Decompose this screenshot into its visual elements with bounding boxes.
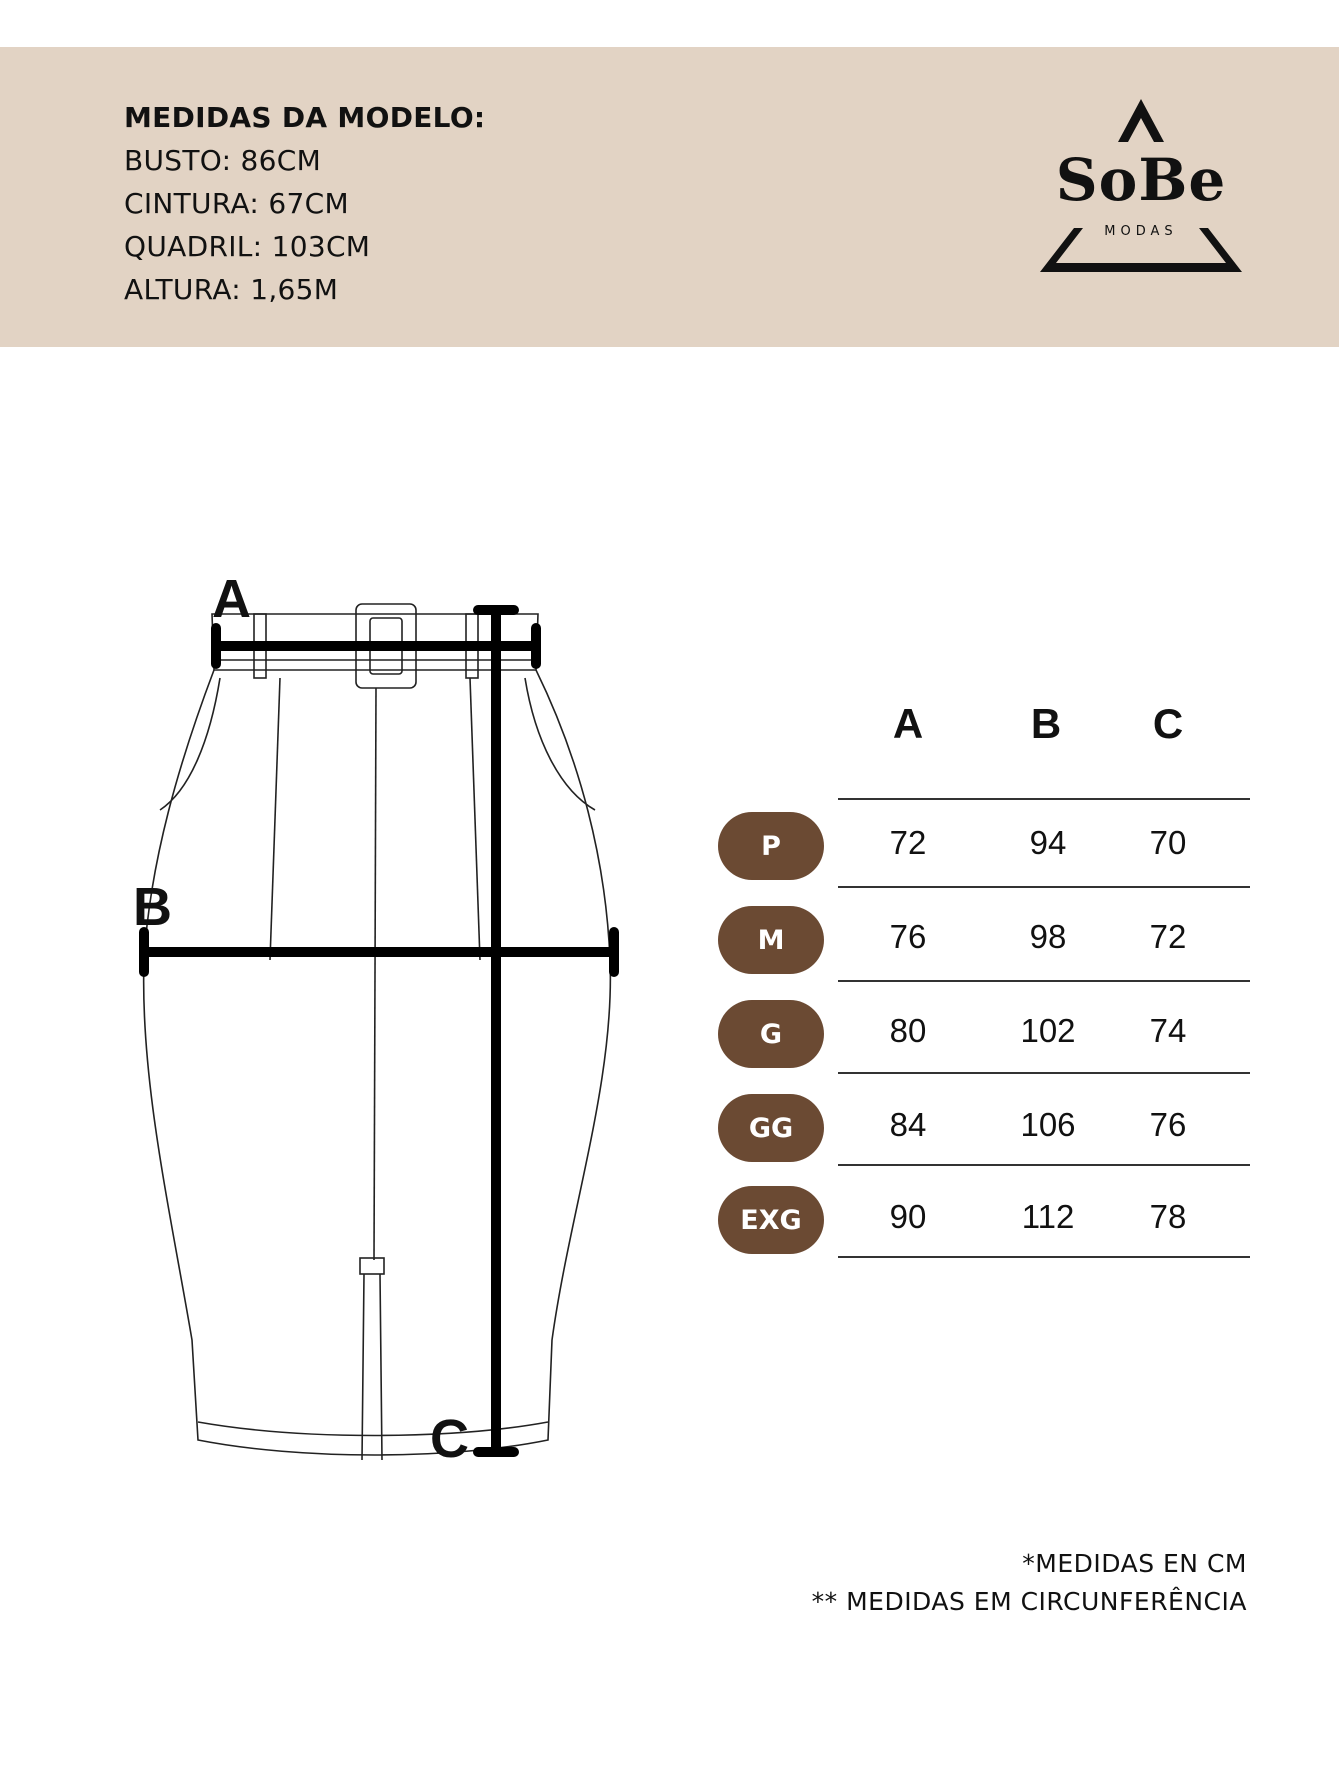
logo-sub: MODAS [1104, 224, 1178, 239]
cell-b: 106 [1020, 1106, 1076, 1143]
footnotes [812, 1545, 1247, 1621]
row-divider [838, 1256, 1250, 1258]
model-title: MEDIDAS DA MODELO: [124, 101, 486, 134]
table-row [710, 1088, 1250, 1180]
table-row [710, 806, 1250, 898]
model-bust: BUSTO: 86CM [124, 144, 322, 177]
cell-c: 76 [1149, 1106, 1187, 1143]
col-header-c: C [1152, 700, 1184, 747]
skirt-illustration [120, 560, 640, 1470]
size-badge: G [718, 1000, 824, 1068]
table-row [710, 1180, 1250, 1272]
label-c: C [430, 1409, 469, 1469]
model-height: ALTURA: 1,65M [124, 273, 339, 306]
cell-b: 94 [1029, 824, 1067, 861]
label-b: B [133, 877, 172, 937]
size-badge: M [718, 906, 824, 974]
model-waist: CINTURA: 67CM [124, 187, 349, 220]
cell-c: 78 [1149, 1198, 1187, 1235]
cell-b: 98 [1029, 918, 1067, 955]
model-hip: QUADRIL: 103CM [124, 230, 371, 263]
cell-a: 76 [889, 918, 927, 955]
row-divider [838, 980, 1250, 982]
skirt-diagram [120, 560, 640, 1470]
row-divider [838, 1164, 1250, 1166]
cell-c: 74 [1149, 1012, 1187, 1049]
row-divider [838, 1072, 1250, 1074]
cell-b: 102 [1020, 1012, 1076, 1049]
row-divider [838, 886, 1250, 888]
cell-a: 90 [889, 1198, 927, 1235]
col-header-a: A [892, 700, 924, 747]
note-circumference: ** MEDIDAS EM CIRCUNFERÊNCIA [811, 1587, 1247, 1616]
note-units: *MEDIDAS EN CM [1022, 1549, 1247, 1578]
label-a: A [212, 569, 251, 629]
table-row [710, 900, 1250, 992]
size-badge: GG [718, 1094, 824, 1162]
cell-a: 84 [889, 1106, 927, 1143]
cell-a: 72 [889, 824, 927, 861]
row-divider [838, 798, 1250, 800]
brand-logo [1036, 96, 1246, 280]
model-measurements [124, 96, 485, 311]
cell-c: 70 [1149, 824, 1187, 861]
cell-c: 72 [1149, 918, 1187, 955]
size-badge: P [718, 812, 824, 880]
col-header-b: B [1030, 700, 1062, 747]
cell-b: 112 [1021, 1198, 1075, 1235]
cell-a: 80 [889, 1012, 927, 1049]
logo-name: SoBe [1055, 146, 1227, 214]
size-badge: EXG [718, 1186, 824, 1254]
